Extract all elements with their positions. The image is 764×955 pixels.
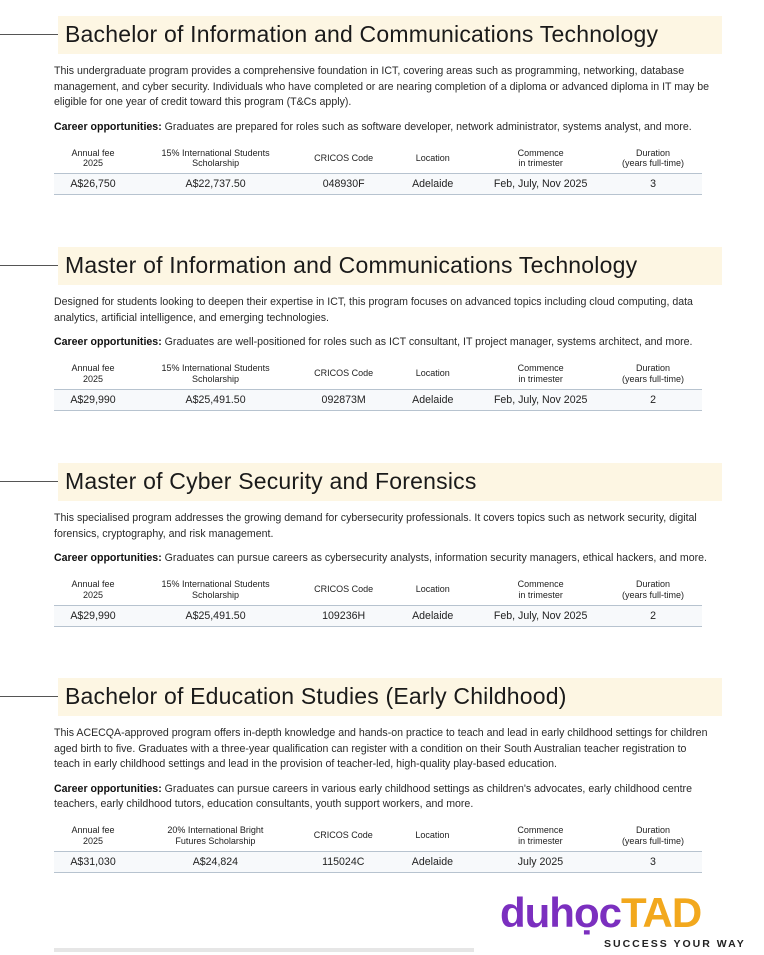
program-section-bict <box>0 16 764 195</box>
header-location: Location <box>388 143 477 174</box>
header-duration: Duration (years full-time) <box>604 575 702 606</box>
header-scholarship: 15% International Students Scholarship <box>132 143 299 174</box>
header-commence: Commence in trimester <box>477 821 604 852</box>
career-opportunities <box>54 120 712 136</box>
footer-text-strip <box>54 948 474 952</box>
header-commence: Commence in trimester <box>477 575 604 606</box>
career-text: Graduates can pursue careers in various early childhood settings as children's advocates, early childhood centre teachers, early childhood tutors, education consultants, youth support workers, and more. <box>54 782 692 810</box>
fee-table-header <box>54 143 702 174</box>
header-cricos: CRICOS Code <box>299 143 388 174</box>
cell-annual-fee: A$29,990 <box>54 389 132 410</box>
program-description: This ACECQA-approved program offers in-depth knowledge and hands-on practice to teach and lead in early childhood settings for children aged birth to five. Graduates with a three-year qualification can register with a condition on their South Australian teacher registration to teach in early childhood settings and lead in the provision of teacher-led, high-quality play-based education. <box>54 727 708 770</box>
fee-table <box>54 143 702 195</box>
section-title-row <box>0 16 764 54</box>
table-row <box>54 389 702 410</box>
title-rule <box>0 696 58 697</box>
program-section-education <box>0 678 764 873</box>
header-duration: Duration (years full-time) <box>604 359 702 390</box>
cell-annual-fee: A$26,750 <box>54 174 132 195</box>
program-title: Bachelor of Information and Communications Technology <box>65 21 659 47</box>
program-title: Master of Cyber Security and Forensics <box>65 468 477 494</box>
career-opportunities <box>54 551 712 567</box>
cell-duration: 3 <box>604 851 702 872</box>
header-scholarship: 15% International Students Scholarship <box>132 575 299 606</box>
cell-duration: 3 <box>604 174 702 195</box>
career-label: Career opportunities: <box>54 782 162 795</box>
title-rule <box>0 481 58 482</box>
career-text: Graduates are well-positioned for roles such as ICT consultant, IT project manager, systems architect, and more. <box>164 336 693 348</box>
header-cricos: CRICOS Code <box>299 575 388 606</box>
table-row <box>54 174 702 195</box>
cell-commence: Feb, July, Nov 2025 <box>477 389 604 410</box>
title-rule <box>0 265 58 266</box>
header-location: Location <box>388 575 477 606</box>
cell-cricos: 115024C <box>299 851 388 872</box>
section-title-row <box>0 463 764 501</box>
fee-table <box>54 359 702 411</box>
cell-duration: 2 <box>604 389 702 410</box>
cell-commence: Feb, July, Nov 2025 <box>477 605 604 626</box>
duhoc-tad-logo <box>500 889 756 955</box>
cell-cricos: 109236H <box>299 605 388 626</box>
logo-tagline: SUCCESS YOUR WAY <box>604 938 746 950</box>
fee-table-header <box>54 821 702 852</box>
cell-duration: 2 <box>604 605 702 626</box>
header-commence: Commence in trimester <box>477 359 604 390</box>
title-rule <box>0 34 58 35</box>
header-annual-fee: Annual fee 2025 <box>54 821 132 852</box>
table-row <box>54 851 702 872</box>
program-title: Master of Information and Communications Technology <box>65 252 638 278</box>
header-duration: Duration (years full-time) <box>604 143 702 174</box>
logo-part-duhoc: duhọc <box>500 889 621 936</box>
cell-cricos: 092873M <box>299 389 388 410</box>
table-row <box>54 605 702 626</box>
logo-part-tad: TAD <box>620 889 702 936</box>
header-annual-fee: Annual fee 2025 <box>54 359 132 390</box>
cell-commence: Feb, July, Nov 2025 <box>477 174 604 195</box>
header-annual-fee: Annual fee 2025 <box>54 575 132 606</box>
career-label: Career opportunities: <box>54 120 162 133</box>
cell-scholarship: A$25,491.50 <box>132 605 299 626</box>
career-text: Graduates can pursue careers as cybersecurity analysts, information security managers, ethical hackers, and more. <box>164 552 707 564</box>
program-section-cyber <box>0 463 764 627</box>
program-title: Bachelor of Education Studies (Early Childhood) <box>65 683 567 709</box>
cell-location: Adelaide <box>388 605 477 626</box>
program-description: Designed for students looking to deepen their expertise in ICT, this program focuses on advanced topics including cloud computing, data analytics, artificial intelligence, and emerging technologies. <box>54 296 693 324</box>
logo-wordmark <box>500 889 701 937</box>
header-cricos: CRICOS Code <box>299 359 388 390</box>
header-commence: Commence in trimester <box>477 143 604 174</box>
header-location: Location <box>388 359 477 390</box>
cell-location: Adelaide <box>388 851 477 872</box>
header-annual-fee: Annual fee 2025 <box>54 143 132 174</box>
career-label: Career opportunities: <box>54 336 162 348</box>
cell-scholarship: A$24,824 <box>132 851 299 872</box>
header-cricos: CRICOS Code <box>299 821 388 852</box>
section-title-row <box>0 678 764 716</box>
header-location: Location <box>388 821 477 852</box>
fee-table <box>54 575 702 627</box>
fee-table-header <box>54 359 702 390</box>
program-description: This undergraduate program provides a comprehensive foundation in ICT, covering areas such as programming, networking, database management, and cyber security. Individuals who have completed or are nearing completion of a diploma or advanced diploma in IT may be eligible for one year of credit toward this program (T&Cs apply). <box>54 65 710 108</box>
career-opportunities <box>54 782 712 813</box>
cell-scholarship: A$25,491.50 <box>132 389 299 410</box>
career-label: Career opportunities: <box>54 552 162 564</box>
cell-annual-fee: A$31,030 <box>54 851 132 872</box>
career-text: Graduates are prepared for roles such as software developer, network administrator, systems analyst, and more. <box>164 120 692 133</box>
section-title-row <box>0 247 764 285</box>
career-opportunities <box>54 335 712 351</box>
cell-commence: July 2025 <box>477 851 604 872</box>
fee-table-header <box>54 575 702 606</box>
header-scholarship: 15% International Students Scholarship <box>132 359 299 390</box>
program-section-mict <box>0 247 764 411</box>
program-description: This specialised program addresses the growing demand for cybersecurity professionals. It covers topics such as network security, digital forensics, cryptography, and risk management. <box>54 512 697 540</box>
cell-location: Adelaide <box>388 174 477 195</box>
header-scholarship: 20% International Bright Futures Scholarship <box>132 821 299 852</box>
header-duration: Duration (years full-time) <box>604 821 702 852</box>
cell-cricos: 048930F <box>299 174 388 195</box>
cell-location: Adelaide <box>388 389 477 410</box>
cell-scholarship: A$22,737.50 <box>132 174 299 195</box>
fee-table <box>54 821 702 873</box>
cell-annual-fee: A$29,990 <box>54 605 132 626</box>
